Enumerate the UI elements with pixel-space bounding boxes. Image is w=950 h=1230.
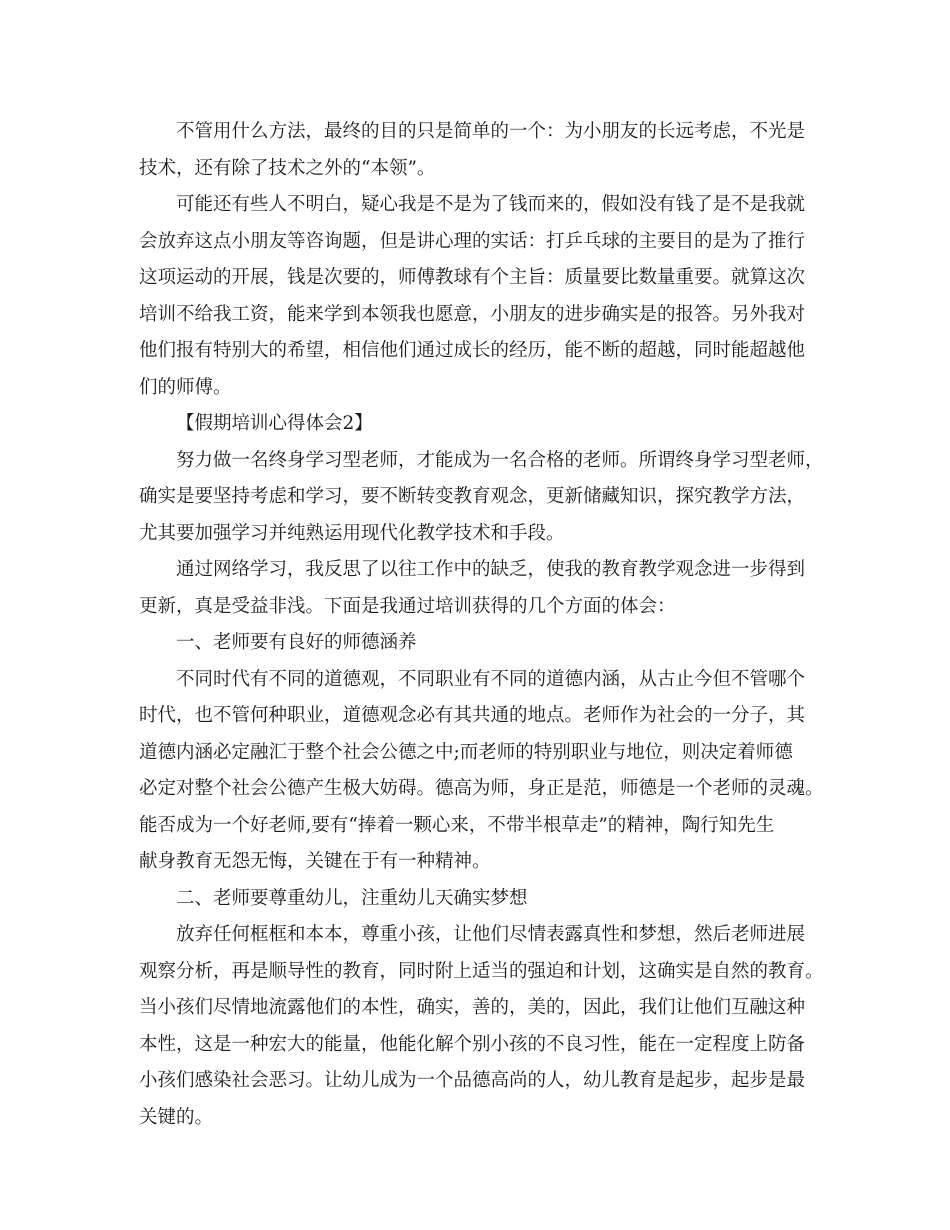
- text-line: 尤其要加强学习并纯熟运用现代化教学技术和手段。: [139, 522, 565, 544]
- text-line: 们的师傅。: [139, 376, 232, 398]
- text-line: 小孩们感染社会恶习。让幼儿成为一个品德高尚的人，幼儿教育是起步，起步是最: [139, 1070, 806, 1091]
- text-line: 关键的。: [139, 1106, 214, 1128]
- text-line: 培训不给我工资，能来学到本领我也愿意，小朋友的进步确实是的报答。另外我对: [139, 303, 806, 325]
- text-line: 时代，也不管何种职业，道德观念必有其共通的地点。老师作为社会的一分子，其: [139, 705, 806, 726]
- text-line: 这项运动的开展，钱是次要的，师傅教球有个主旨：质量要比数量重要。就算这次: [139, 267, 806, 288]
- text-line: 一、老师要有良好的师德涵养: [176, 632, 417, 653]
- text-line: 放弃任何框框和本本，尊重小孩，让他们尽情表露真性和梦想，然后老师进展: [176, 924, 806, 945]
- text-line: 他们报有特别大的希望，相信他们通过成长的经历，能不断的超越，同时能超越他: [139, 340, 806, 361]
- text-line: 更新，真是受益非浅。下面是我通过培训获得的几个方面的体会：: [139, 595, 676, 617]
- text-line: 当小孩们尽情地流露他们的本性，确实，善的，美的，因此，我们让他们互融这种: [139, 997, 806, 1018]
- text-line: 通过网络学习，我反思了以往工作中的缺乏，使我的教育教学观念进一步得到: [176, 559, 806, 580]
- text-line: 不同时代有不同的道德观，不同职业有不同的道德内涵，从古止今但不管哪个: [176, 668, 806, 690]
- text-line: 可能还有些人不明白，疑心我是不是为了钱而来的，假如没有钱了是不是我就: [176, 194, 806, 215]
- text-line: 本性，这是一种宏大的能量，他能化解个别小孩的不良习性，能在一定程度上防备: [139, 1033, 806, 1055]
- text-line: 观察分析，再是顺导性的教育，同时附上适当的强迫和计划，这确实是自然的教育。: [139, 960, 824, 982]
- text-line: 必定对整个社会公德产生极大妨碍。德高为师，身正是范，师德是一个老师的灵魂。: [139, 778, 824, 799]
- text-line: 献身教育无怨无悔，关键在于有一种精神。: [139, 851, 491, 872]
- text-line: 努力做一名终身学习型老师，才能成为一名合格的老师。所谓终身学习型老师，: [176, 449, 824, 471]
- document-body: [139, 114, 824, 1136]
- text-line: 不管用什么方法，最终的目的只是简单的一个：为小朋友的长远考虑，不光是: [176, 121, 806, 142]
- text-line: 确实是要坚持考虑和学习，要不断转变教育观念，更新储藏知识，探究教学方法，: [139, 486, 806, 507]
- text-line: 二、老师要尊重幼儿，注重幼儿天确实梦想: [176, 887, 528, 909]
- text-line: 会放弃这点小朋友等咨询题，但是讲心理的实话：打乒乓球的主要目的是为了推行: [139, 230, 806, 252]
- text-line: 技术，还有除了技术之外的“本领”。: [139, 157, 436, 179]
- text-line: 道德内涵必定融汇于整个社会公德之中;而老师的特别职业与地位，则决定着师德: [139, 741, 793, 763]
- text-line: 【假期培训心得体会2】: [176, 413, 373, 434]
- text-line: 能否成为一个好老师,要有“捧着一颗心来，不带半根草走”的精神，陶行知先生: [139, 814, 775, 836]
